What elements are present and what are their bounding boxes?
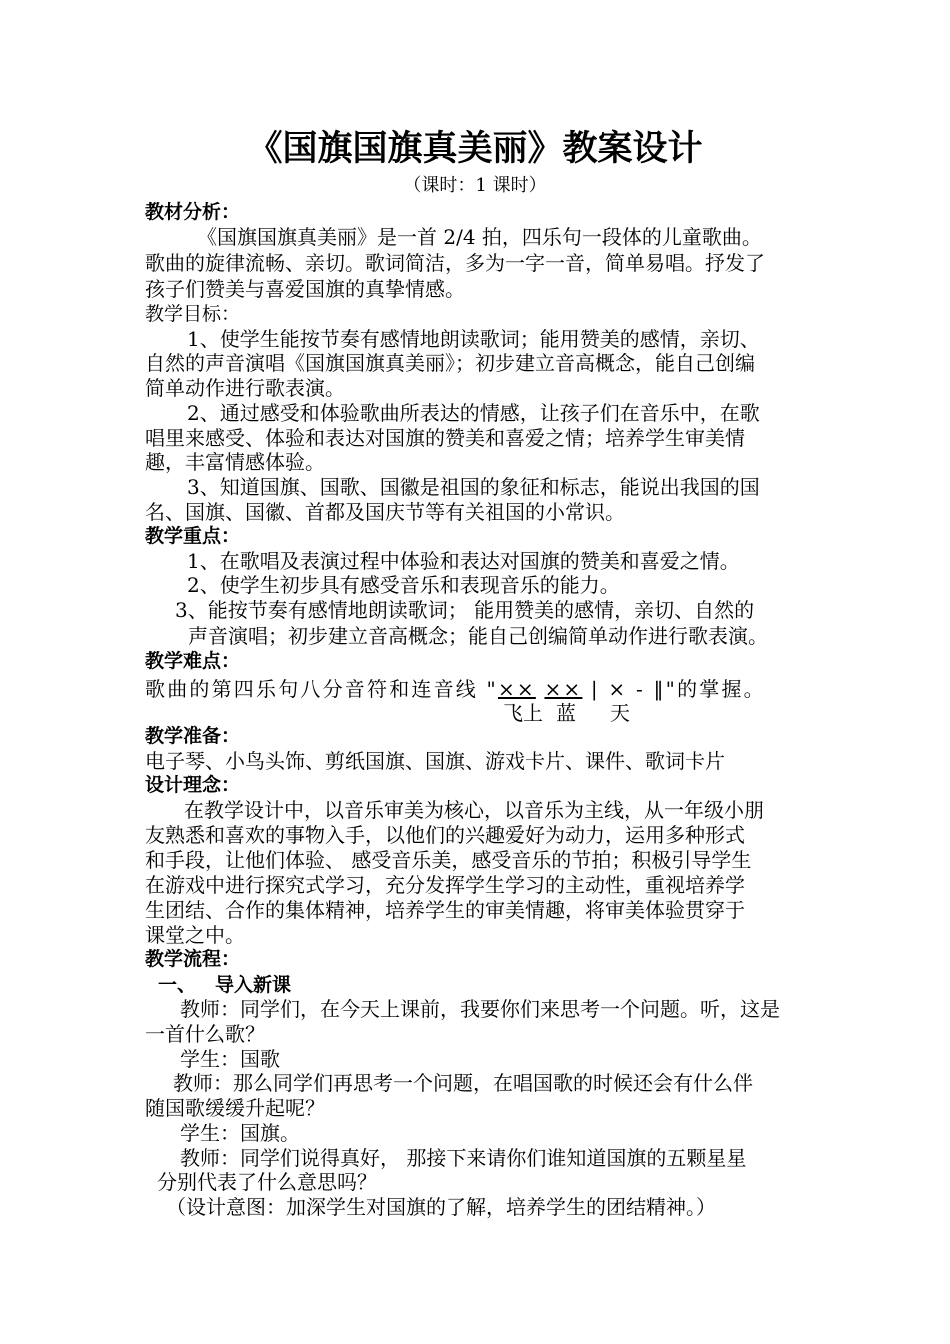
lesson-duration: （课时：1 课时） bbox=[403, 175, 547, 196]
concept-line: 在游戏中进行探究式学习，充分发挥学生学习的主动性，重视培养学 bbox=[145, 873, 745, 897]
focus-line: 3、能按节奏有感情地朗读歌词； 能用赞美的感情，亲切、自然的 bbox=[175, 598, 755, 622]
heading-concept: 设计理念： bbox=[145, 774, 241, 796]
step-title: 导入新课 bbox=[215, 974, 292, 996]
eighth-notes: ×× bbox=[497, 677, 536, 701]
heading-prep: 教学准备： bbox=[145, 725, 241, 747]
lyric-word: 蓝 bbox=[556, 701, 576, 725]
focus-line: 2、使学生初步具有感受音乐和表现音乐的能力。 bbox=[187, 573, 620, 597]
lyric-word: 飞上 bbox=[503, 701, 543, 725]
dialogue-line: 教师：同学们说得真好， 那接下来请你们谁知道国旗的五颗星星 bbox=[180, 1146, 747, 1170]
document-title: 《国旗国旗真美丽》教案设计 bbox=[247, 128, 703, 169]
dialogue-line: 分别代表了什么意思吗？ bbox=[157, 1170, 377, 1194]
step-number: 一、 bbox=[158, 974, 197, 996]
goal-line: 3、知道国旗、国歌、国徽是祖国的象征和标志，能说出我国的国 bbox=[187, 475, 760, 499]
goal-line: 自然的声音演唱《国旗国旗真美丽》；初步建立音高概念，能自己创编 bbox=[145, 351, 755, 375]
concept-line: 友熟悉和喜欢的事物入手，以他们的兴趣爱好为动力，运用多种形式 bbox=[145, 823, 745, 847]
heading-goals: 教学目标： bbox=[145, 303, 241, 325]
lyric-word: 天 bbox=[610, 701, 630, 725]
goal-line: 1、使学生能按节奏有感情地朗读歌词；能用赞美的感情，亲切、 bbox=[187, 327, 760, 351]
dialogue-line: 学生：国歌 bbox=[180, 1047, 280, 1071]
focus-line: 声音演唱；初步建立音高概念；能自己创编简单动作进行歌表演。 bbox=[188, 624, 768, 648]
dialogue-line: 学生：国旗。 bbox=[180, 1121, 300, 1145]
concept-line: 在教学设计中，以音乐审美为核心，以音乐为主线，从一年级小朋 bbox=[184, 798, 764, 822]
concept-line: 生团结、合作的集体精神，培养学生的审美情趣，将审美体验贯穿于 bbox=[145, 898, 745, 922]
difficulty-text: 歌曲的第四乐句八分音符和连音线 " bbox=[145, 677, 498, 701]
dialogue-line: 随国歌缓缓升起呢？ bbox=[145, 1096, 325, 1120]
concept-line: 和手段，让他们体验、 感受音乐美，感受音乐的节拍；积极引导学生 bbox=[145, 848, 752, 872]
heading-difficulty: 教学难点： bbox=[145, 650, 241, 672]
goal-line: 2、通过感受和体验歌曲所表达的情感，让孩子们在音乐中，在歌 bbox=[187, 401, 760, 425]
dialogue-line: 教师：那么同学们再思考一个问题，在唱国歌的时候还会有什么伴 bbox=[173, 1071, 753, 1095]
difficulty-line bbox=[145, 676, 766, 702]
analysis-line: 孩子们赞美与喜爱国旗的真挚情感。 bbox=[145, 277, 465, 301]
heading-process: 教学流程： bbox=[145, 948, 241, 970]
focus-line: 1、在歌唱及表演过程中体验和表达对国旗的赞美和喜爱之情。 bbox=[187, 549, 740, 573]
heading-analysis: 教材分析： bbox=[145, 201, 241, 223]
eighth-notes: ×× bbox=[544, 677, 583, 701]
design-intent-note: （设计意图：加深学生对国旗的了解，培养学生的团结精神。） bbox=[166, 1195, 716, 1219]
analysis-line: 歌曲的旋律流畅、亲切。歌词简洁，多为一字一音，简单易唱。抒发了 bbox=[145, 251, 765, 275]
analysis-line: 《国旗国旗真美丽》是一首 2/4 拍，四乐句一段体的儿童歌曲。 bbox=[197, 225, 762, 249]
goal-line: 趣，丰富情感体验。 bbox=[145, 450, 325, 474]
dialogue-line: 一首什么歌？ bbox=[145, 1022, 265, 1046]
goal-line: 唱里来感受、体验和表达对国旗的赞美和喜爱之情；培养学生审美情 bbox=[145, 426, 745, 450]
goal-line: 简单动作进行歌表演。 bbox=[145, 376, 345, 400]
concept-line: 课堂之中。 bbox=[145, 923, 245, 947]
heading-focus: 教学重点： bbox=[145, 525, 241, 547]
goal-line: 名、国旗、国徽、首都及国庆节等有关祖国的小常识。 bbox=[145, 500, 625, 524]
prep-line: 电子琴、小鸟头饰、剪纸国旗、国旗、游戏卡片、课件、歌词卡片 bbox=[145, 749, 725, 773]
difficulty-text-end: "的掌握。 bbox=[665, 677, 766, 701]
rhythm-notation: | × - ‖ bbox=[582, 677, 666, 701]
dialogue-line: 教师：同学们，在今天上课前，我要你们来思考一个问题。听，这是 bbox=[180, 997, 780, 1021]
